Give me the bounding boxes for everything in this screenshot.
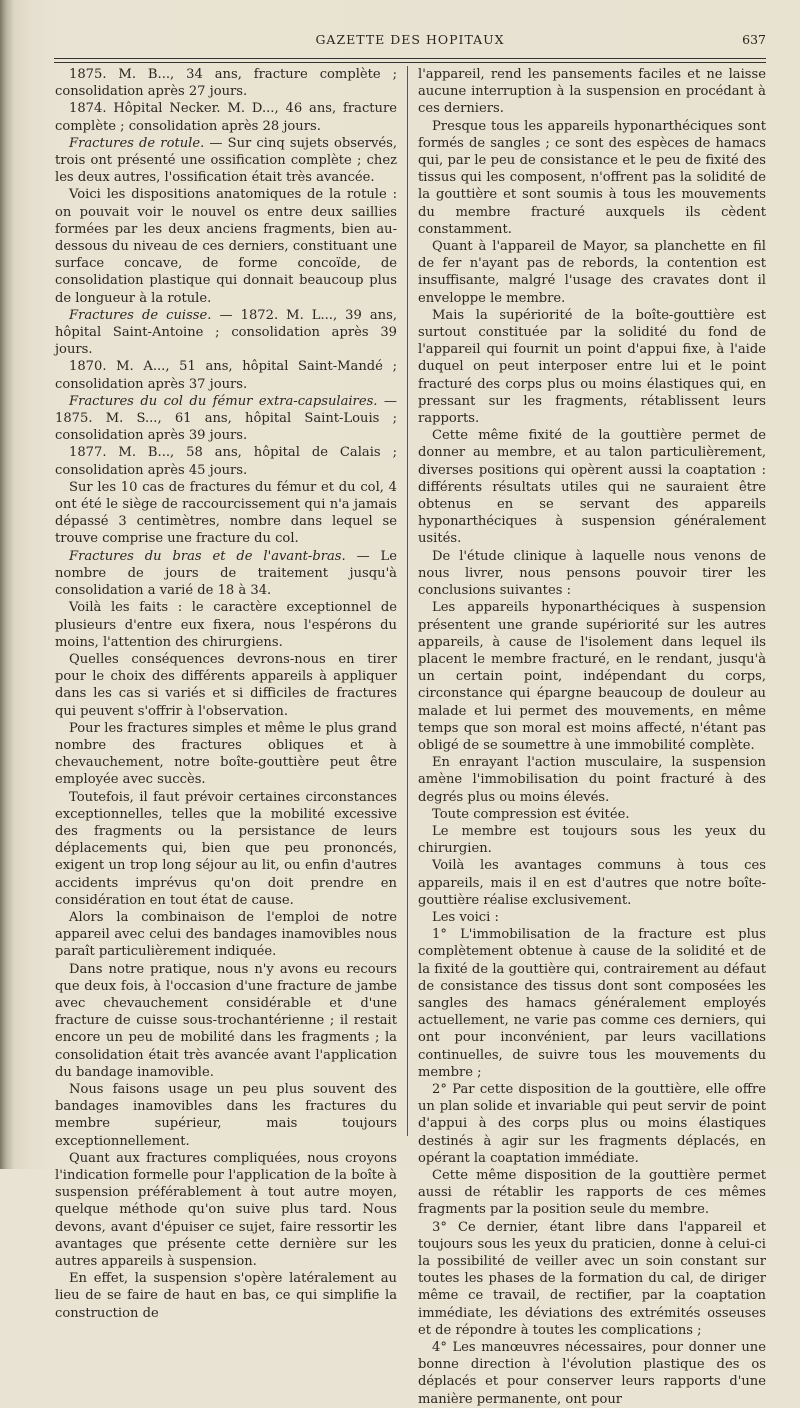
right-paragraph: Quant à l'appareil de Mayor, sa planchette en fil de fer n'ayant pas de rebords, la contention est insuffisante, malgré l'usage des cravates dont il enveloppe le membre. [418,239,766,306]
right-paragraph: 1° L'immobilisation de la fracture est plus complètement obtenue à cause de la solidité et de la fixité de la gouttière qui, contrairement au défaut de consistance des tissus dont sont composées les sangles des hamacs généralement employés actuellement, ne varie pas comme ces derniers, qui ont pour inconvénient, par leurs vacillations continuelles, de suivre tous les mouvements du membre ; [418,927,766,1080]
left-paragraph [55,548,397,600]
left-paragraph: Voici les dispositions anatomiques de la rotule : on pouvait voir le nouvel os entre deux saillies formées par les deux anciens fragments, bien au-dessous du niveau de ces derniers, constituant une surface concave, de forme concoïde, de consolidation plastique qui donnait beaucoup plus de longueur à la rotule. [55,187,397,306]
left-paragraph: Alors la combinaison de l'emploi de notre appareil avec celui des bandages inamovibles nous paraît particulièrement indiquée. [55,909,397,960]
right-paragraph: Les appareils hyponarthéciques à suspension présentent une grande supériorité sur les autres appareils, à cause de l'isolement dans lequel ils placent le membre fracturé, en le rendant, jusqu'à un certain point, indépendant du corps, circonstance qui épargne beaucoup de douleur au malade et lui permet des mouvements, en même temps que son moral est moins affecté, n'étant pas obligé de se soumettre à une immobilité complète. [418,600,766,753]
left-paragraph: Pour les fractures simples et même le plus grand nombre des fractures obliques et à chevauchement, notre boîte-gouttière peut être employée avec succès. [55,720,397,788]
page-number: 637 [742,32,766,47]
left-column [55,66,397,1322]
section-heading: Fractures du bras et de l'avant-bras. [69,548,346,564]
right-paragraph: Le membre est toujours sous les yeux du chirurgien. [418,823,766,857]
right-paragraph: Cette même fixité de la gouttière permet de donner au membre, et au talon particulièrement, diverses positions qui opèrent aussi la coaptation : différents résultats utiles qui ne sauraient être obtenus en se servant des appareils hyponarthéciques à suspension généralement usités. [418,428,766,547]
left-paragraph: Quant aux fractures compliquées, nous croyons l'indication formelle pour l'application de la boîte à suspension préférablement à tout autre moyen, quelque méthode qu'on suive plus tard. Nous devons, avant d'épuiser ce sujet, faire ressortir les avantages que présente cette dernière sur les autres appareils à suspension. [55,1150,397,1270]
section-text: — Sur cinq sujets observés, trois ont présenté une ossification complète ; chez les deux autres, l'ossification était très avancée. [55,135,397,186]
right-paragraph: En enrayant l'action musculaire, la suspension amène l'immobilisation du point fracturé à des degrés plus ou moins élevés. [418,755,766,805]
left-paragraph: 1877. M. B..., 58 ans, hôpital de Calais ; consolidation après 45 jours. [55,445,397,478]
right-paragraph: Cette même disposition de la gouttière permet aussi de rétablir les rapports de ces mêmes fragments par la position seule du membre. [418,1168,766,1218]
left-paragraph: 1875. M. B..., 34 ans, fracture complète ; consolidation après 27 jours. [55,67,397,100]
left-paragraph: En effet, la suspension s'opère latéralement au lieu de se faire de haut en bas, ce qui simplifie la construction de [55,1271,397,1321]
journal-title: GAZETTE DES HOPITAUX [315,32,505,47]
section-heading: Fractures du col du fémur extra-capsulaires. [69,393,378,409]
section-text: — 1875. M. S..., 61 ans, hôpital Saint-Louis ; consolidation après 39 jours. [55,393,397,444]
left-paragraph: Dans notre pratique, nous n'y avons eu recours que deux fois, à l'occasion d'une fracture de jambe avec chevauchement considérable et d'une fracture de cuisse sous-trochantérienne ; il restait encore un peu de mobilité dans les fragments ; la consolidation était très avancée avant l'application du bandage inamovible. [55,961,397,1080]
header-rule-bottom [54,62,766,63]
left-paragraph [55,135,397,187]
left-paragraph: 1870. M. A..., 51 ans, hôpital Saint-Mandé ; consolidation après 37 jours. [55,359,397,392]
right-paragraph: 2° Par cette disposition de la gouttière, elle offre un plan solide et invariable qui peut servir de point d'appui à des corps plus ou moins élastiques destinés à agir sur les fragments déplacés, en opérant la coaptation immédiate. [418,1081,766,1166]
right-paragraph: Voilà les avantages communs à tous ces appareils, mais il en est d'autres que notre boîte-gouttière réalise exclusivement. [418,858,766,908]
column-divider [407,66,408,1136]
page-header [54,32,766,52]
right-paragraph: l'appareil, rend les pansements faciles et ne laisse aucune interruption à la suspension en procédant à ces derniers. [418,67,766,117]
right-paragraph: 3° Ce dernier, étant libre dans l'appareil et toujours sous les yeux du praticien, donne à celui-ci la possibilité de veiller avec un soin constant sur toutes les phases de la formation du cal, de diriger même ce travail, de rectifier, par la coaptation immédiate, les déviations des extrémités osseuses et de répondre à toutes les complications ; [418,1219,766,1338]
left-paragraph: Quelles conséquences devrons-nous en tirer pour le choix des différents appareils à appliquer dans les cas si variés et si difficiles de fractures qui peuvent s'offrir à l'observation. [55,651,397,719]
right-column [418,66,766,1408]
right-paragraph: Les voici : [432,909,499,925]
left-paragraph: Nous faisons usage un peu plus souvent des bandages inamovibles dans les fractures du membre supérieur, mais toujours exceptionnellement. [55,1081,397,1149]
right-paragraph: De l'étude clinique à laquelle nous venons de nous livrer, nous pensons pouvoir tirer les conclusions suivantes : [418,548,766,599]
section-heading: Fractures de rotule. [69,135,205,151]
header-rule-top [54,58,766,59]
left-paragraph: Sur les 10 cas de fractures du fémur et du col, 4 ont été le siège de raccourcissement qui n'a jamais dépassé 3 centimètres, nombre dans lequel se trouve comprise une fracture du col. [55,479,397,547]
right-paragraph: Presque tous les appareils hyponarthéciques sont formés de sangles ; ce sont des espèces de hamacs qui, par le peu de consistance et le peu de fixité des tissus qui les composent, n'offrent pas la solidité de la gouttière et sont soumis à tous les mouvements du membre fracturé auxquels ils cèdent constamment. [418,118,766,237]
left-paragraph [55,393,397,445]
left-paragraph: Voilà les faits : le caractère exceptionnel de plusieurs d'entre eux fixera, nous l'espérons du moins, l'attention des chirurgiens. [55,600,397,650]
section-text: — 1872. M. L..., 39 ans, hôpital Saint-Antoine ; consolidation après 39 jours. [55,307,397,358]
left-paragraph [55,307,397,359]
right-paragraph: Toute compression est évitée. [432,806,630,822]
right-paragraph: Mais la supériorité de la boîte-gouttière est surtout constituée par la solidité du fond de l'appareil qui fournit un point d'appui fixe, à l'aide duquel on peut interposer entre lui et le point fracturé des corps plus ou moins élastiques qui, en pressant sur les fragments, rétablissent leurs rapports. [418,307,766,427]
left-paragraph: Toutefois, il faut prévoir certaines circonstances exceptionnelles, telles que la mobilité excessive des fragments ou la persistance de leurs déplacements qui, bien que peu prononcés, exigent un trop long séjour au lit, ou enfin d'autres accidents imprévus qu'on doit prendre en considération en tout état de cause. [55,789,397,908]
left-paragraph: 1874. Hôpital Necker. M. D..., 46 ans, fracture complète ; consolidation après 28 jours. [55,101,397,134]
section-heading: Fractures de cuisse. [69,307,212,323]
right-paragraph: 4° Les manœuvres nécessaires, pour donner une bonne direction à l'évolution plastique des os déplacés et pour conserver leurs rapports d'une manière permanente, ont pour [418,1340,766,1407]
section-text: — Le nombre de jours de traitement jusqu'à consolidation a varié de 18 à 34. [55,548,397,599]
